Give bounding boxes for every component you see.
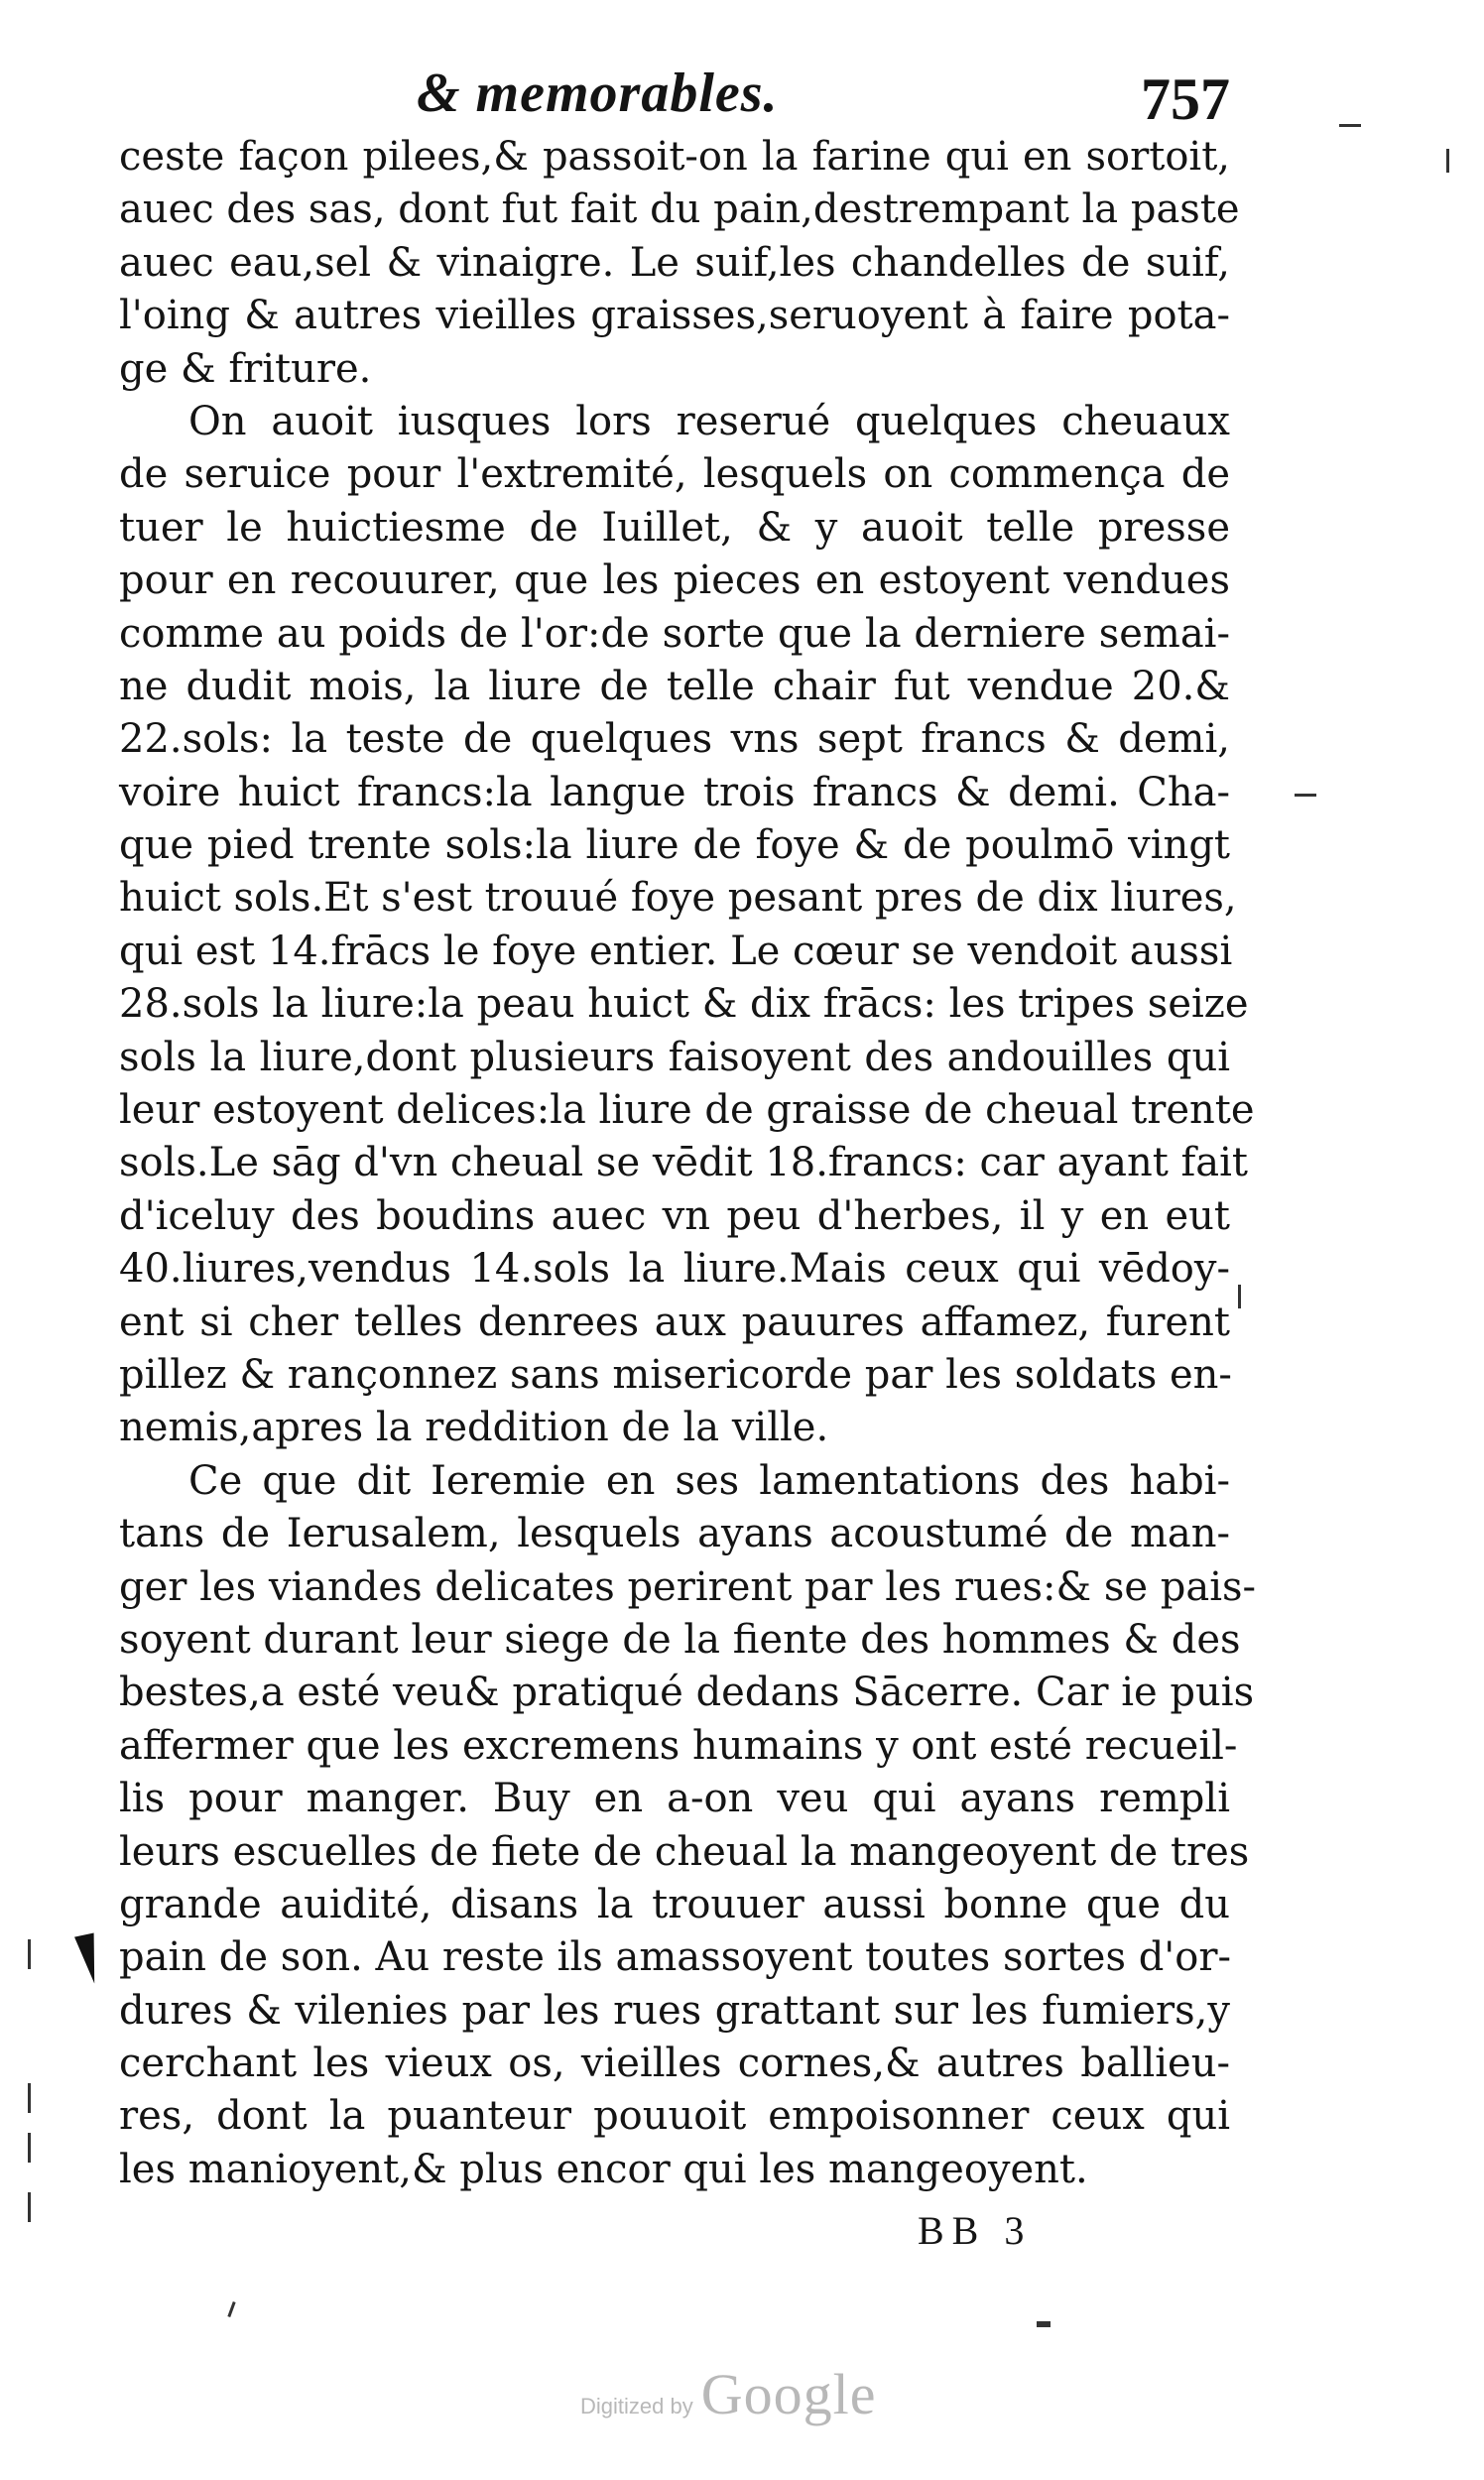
text-line: affermer que les excremens humains y ont esté recueil- (119, 1722, 1238, 1769)
text-line: tuer le huictiesme de Iuillet, & y auoit telle presse (119, 504, 1230, 551)
text-line: ent si cher telles denrees aux pauures affamez, furent (119, 1299, 1230, 1345)
signature-mark: BB 3 (918, 2208, 1033, 2253)
text-line: sols la liure,dont plusieurs faisoyent des andouilles qui (119, 1034, 1230, 1080)
text-line: auec des sas, dont fut fait du pain,destrempant la paste (119, 186, 1240, 233)
text-line: lis pour manger. Buy en a-on veu qui ayans rempli (119, 1776, 1230, 1822)
text-line: cerchant les vieux os, vieilles cornes,& autres ballieu- (119, 2041, 1230, 2087)
body-text (119, 131, 1257, 2196)
text-line: tans de Ierusalem, lesquels ayans acoustumé de man- (119, 1511, 1230, 1557)
text-line: de seruice pour l'extremité, lesquels on commença de (119, 451, 1230, 498)
text-line: On auoit iusques lors reserué quelques cheuaux (188, 398, 1230, 444)
text-line: 28.sols la liure:la peau huict & dix frācs: les tripes seize (119, 981, 1249, 1028)
text-line: sols.Le sāg d'vn cheual se vēdit 18.francs: car ayant fait (119, 1140, 1249, 1186)
text-line: Ce que dit Ieremie en ses lamentations des habi- (188, 1457, 1230, 1504)
page-number: 757 (1141, 66, 1230, 132)
margin-tick-mark (1446, 149, 1449, 173)
text-line: huict sols.Et s'est trouué foye pesant pres de dix liures, (119, 875, 1237, 922)
margin-tick-mark (28, 1939, 31, 1969)
text-line: ne dudit mois, la liure de telle chair fut vendue 20.& (119, 663, 1230, 709)
text-line: nemis,apres la reddition de la ville. (119, 1405, 829, 1451)
text-line: que pied trente sols:la liure de foye & de poulmō vingt (119, 822, 1230, 869)
watermark-prefix: Digitized by (580, 2394, 693, 2418)
text-line: dures & vilenies par les rues grattant sur les fumiers,y (119, 1987, 1230, 2034)
manicule-mark (74, 1932, 104, 1985)
margin-dash-mark (1295, 794, 1316, 797)
text-line: qui est 14.frācs le foye entier. Le cœur se vendoit aussi (119, 928, 1233, 974)
text-line: 22.sols: la teste de quelques vns sept francs & demi, (119, 716, 1230, 763)
text-line: leur estoyent delices:la liure de graisse de cheual trente (119, 1087, 1255, 1134)
margin-tick-mark (28, 2083, 31, 2113)
text-line: ge & friture. (119, 345, 372, 392)
text-line: leurs escuelles de fiete de cheual la mangeoyent de tres (119, 1828, 1250, 1875)
text-line: pour en recouurer, que les pieces en estoyent vendues (119, 558, 1230, 604)
text-line: ceste façon pilees,& passoit-on la farine qui en sortoit, (119, 134, 1230, 180)
margin-dash-mark (1037, 2321, 1051, 2327)
text-line: voire huict francs:la langue trois francs & demi. Cha- (119, 769, 1230, 815)
margin-tick-mark (227, 2301, 235, 2317)
text-line: comme au poids de l'or:de sorte que la derniere semai- (119, 610, 1230, 657)
text-line: les manioyent,& plus encor qui les mangeoyent. (119, 2146, 1088, 2192)
text-line: bestes,a esté veu& pratiqué dedans Sācerre. Car ie puis (119, 1670, 1255, 1716)
text-line: pillez & rançonnez sans misericorde par les soldats en- (119, 1351, 1232, 1398)
text-line: soyent durant leur siege de la fiente des hommes & des (119, 1616, 1241, 1663)
watermark-brand: Google (700, 2362, 877, 2426)
margin-tick-mark (1238, 1285, 1241, 1308)
text-line: grande auidité, disans la trouuer aussi bonne que du (119, 1881, 1230, 1927)
digitization-watermark (580, 2361, 876, 2427)
text-line: l'oing & autres vieilles graisses,seruoyent à faire pota- (119, 293, 1230, 339)
running-head: & memorables. (417, 62, 779, 124)
margin-dash-mark (1339, 124, 1361, 127)
text-line: pain de son. Au reste ils amassoyent toutes sortes d'or- (119, 1934, 1232, 1981)
margin-tick-mark (28, 2192, 31, 2222)
text-line: 40.liures,vendus 14.sols la liure.Mais ceux qui vēdoy- (119, 1246, 1230, 1293)
text-line: d'iceluy des boudins auec vn peu d'herbes, il y en eut (119, 1192, 1230, 1239)
margin-tick-mark (28, 2133, 31, 2163)
text-line: ger les viandes delicates perirent par les rues:& se pais- (119, 1563, 1257, 1610)
text-line: auec eau,sel & vinaigre. Le suif,les chandelles de suif, (119, 239, 1230, 286)
text-line: res, dont la puanteur pouuoit empoisonner ceux qui (119, 2093, 1230, 2140)
